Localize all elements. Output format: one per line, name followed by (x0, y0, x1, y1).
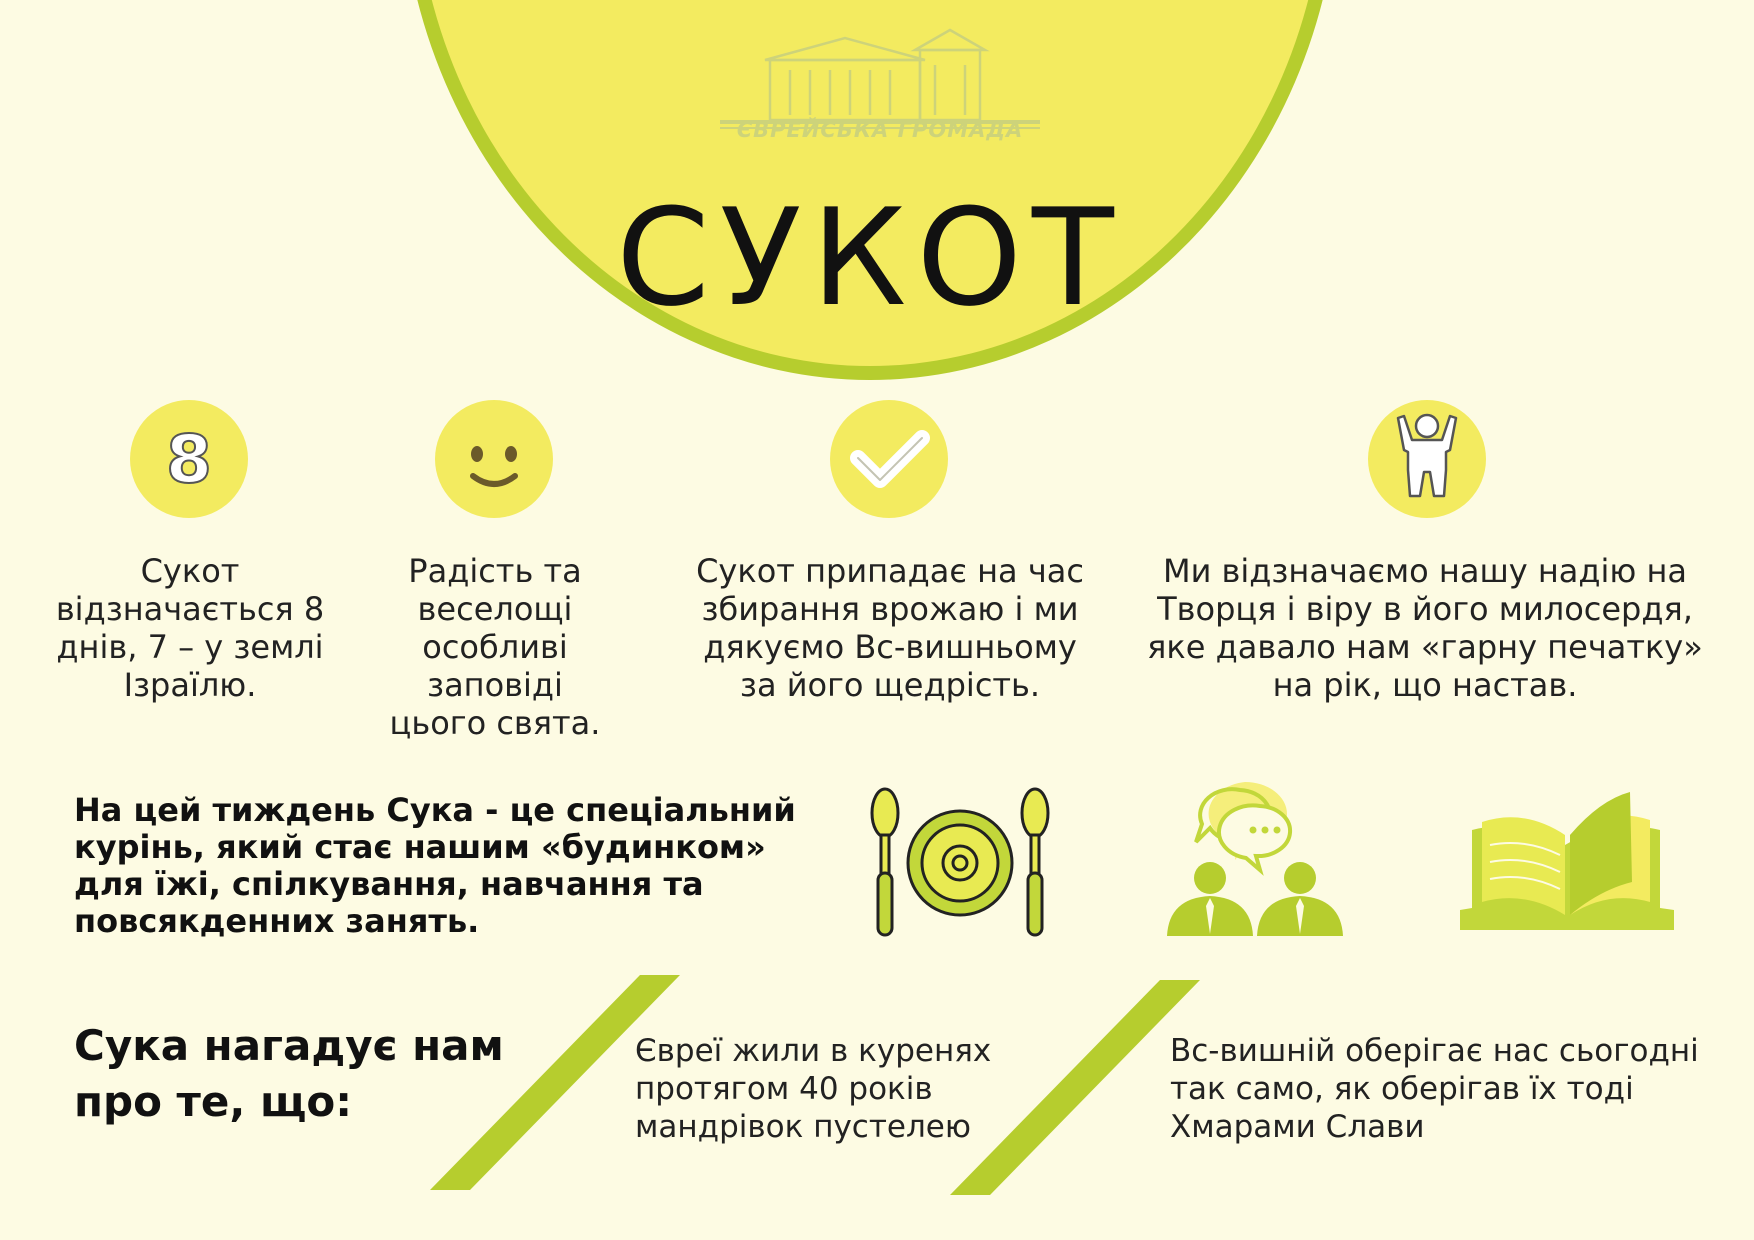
suka-description: На цей тиждень Сука - це спеціальний курінь, який стає нашим «будинком» для їжі, спілкування, навчання та повсякденних занять. (74, 791, 796, 940)
feature-text-hope: Ми відзначаємо нашу надію на Творця і віру в його милосердя, яке давало нам «гарну печатку» на рік, що настав. (1147, 552, 1703, 704)
plate-cutlery-icon (865, 785, 1055, 940)
feature-text-harvest: Сукот припадає на час збирання врожаю і ми дякуємо Вс-вишньому за його щедрість. (696, 552, 1084, 704)
feature-circle-harvest (830, 400, 948, 518)
number-eight-glyph: 8 (166, 421, 212, 498)
feature-circle-joy (435, 400, 553, 518)
logo-text: ЄВРЕЙСЬКА ГРОМАДА (736, 118, 1024, 142)
reminder-item-1: Євреї жили в куренях протягом 40 років мандрівок пустелею (635, 1033, 992, 1145)
open-book-icon (1460, 790, 1675, 940)
feature-circle-hope (1368, 400, 1486, 518)
raised-arms-person-icon (1368, 400, 1486, 518)
people-conversation-icon (1165, 780, 1345, 940)
page-title: СУКОТ (616, 180, 1124, 336)
feature-text-joy: Радість та веселощі особливі заповіді цього свята. (389, 552, 601, 742)
feature-circle-days (130, 400, 248, 518)
number-eight-icon (130, 400, 248, 518)
reminder-item-2: Вс-вишній оберігає нас сьогодні так само, як оберігав їх тоді Хмарами Слави (1170, 1033, 1699, 1145)
reminder-heading: Сука нагадує нам про те, що: (74, 1021, 504, 1126)
feature-text-days: Сукот відзначається 8 днів, 7 – у землі Ізраїлю. (55, 552, 325, 704)
check-mark-icon (830, 400, 948, 518)
smiley-face-icon (435, 400, 553, 518)
